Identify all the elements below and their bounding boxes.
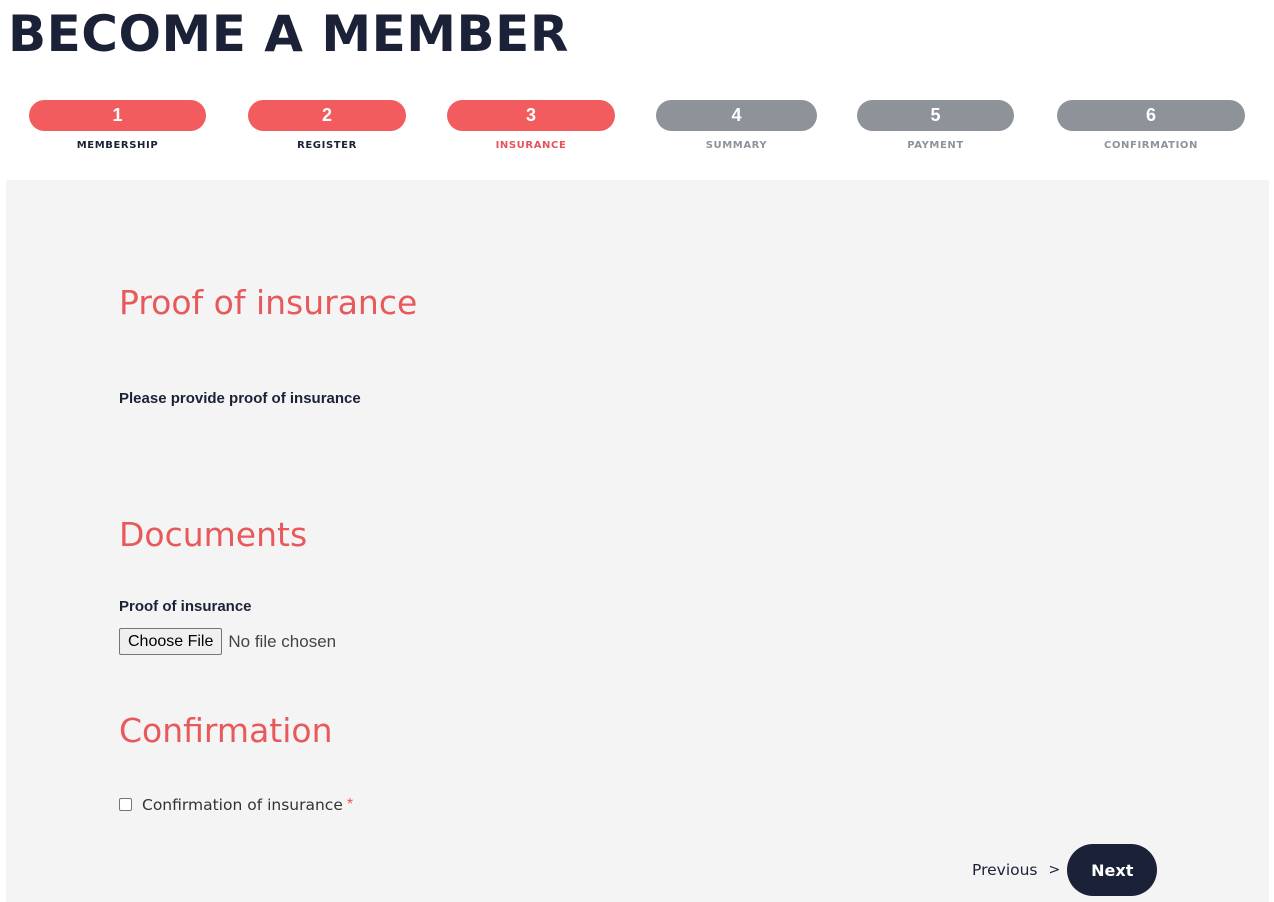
confirmation-heading: Confirmation	[119, 711, 333, 750]
step-label-payment: PAYMENT	[907, 140, 964, 151]
form-navigation	[972, 844, 1157, 896]
step-label-confirmation: CONFIRMATION	[1104, 140, 1198, 151]
step-label-summary: SUMMARY	[705, 140, 768, 151]
confirmation-checkbox-row	[119, 796, 353, 814]
step-membership	[29, 100, 206, 151]
proof-of-insurance-heading: Proof of insurance	[119, 283, 418, 322]
proof-instruction-text: Please provide proof of insurance	[119, 390, 361, 407]
choose-file-button[interactable]: Choose File	[119, 628, 222, 655]
documents-heading: Documents	[119, 515, 308, 554]
step-number-3: 3	[447, 100, 615, 131]
file-status-text: No file chosen	[228, 631, 337, 651]
confirmation-checkbox-label[interactable]: Confirmation of insurance	[142, 796, 343, 814]
step-label-membership: MEMBERSHIP	[76, 140, 159, 151]
file-upload	[119, 628, 336, 655]
progress-steps	[0, 100, 1274, 160]
previous-link[interactable]: Previous	[972, 861, 1038, 879]
next-button[interactable]: Next	[1067, 844, 1157, 896]
required-marker: *	[346, 796, 354, 813]
confirmation-checkbox[interactable]	[119, 798, 132, 811]
step-payment	[857, 100, 1014, 151]
step-insurance	[447, 100, 615, 151]
step-label-insurance: INSURANCE	[495, 140, 567, 151]
step-number-4: 4	[656, 100, 817, 131]
separator-chevron-icon: >	[1048, 862, 1061, 878]
step-number-6: 6	[1057, 100, 1245, 131]
step-summary	[656, 100, 817, 151]
step-confirmation	[1057, 100, 1245, 151]
page-title: BECOME A MEMBER	[8, 5, 569, 63]
step-register	[248, 100, 406, 151]
step-number-1: 1	[29, 100, 206, 131]
proof-of-insurance-field-label: Proof of insurance	[119, 598, 252, 615]
step-label-register: REGISTER	[297, 140, 357, 151]
step-number-2: 2	[248, 100, 406, 131]
step-number-5: 5	[857, 100, 1014, 131]
